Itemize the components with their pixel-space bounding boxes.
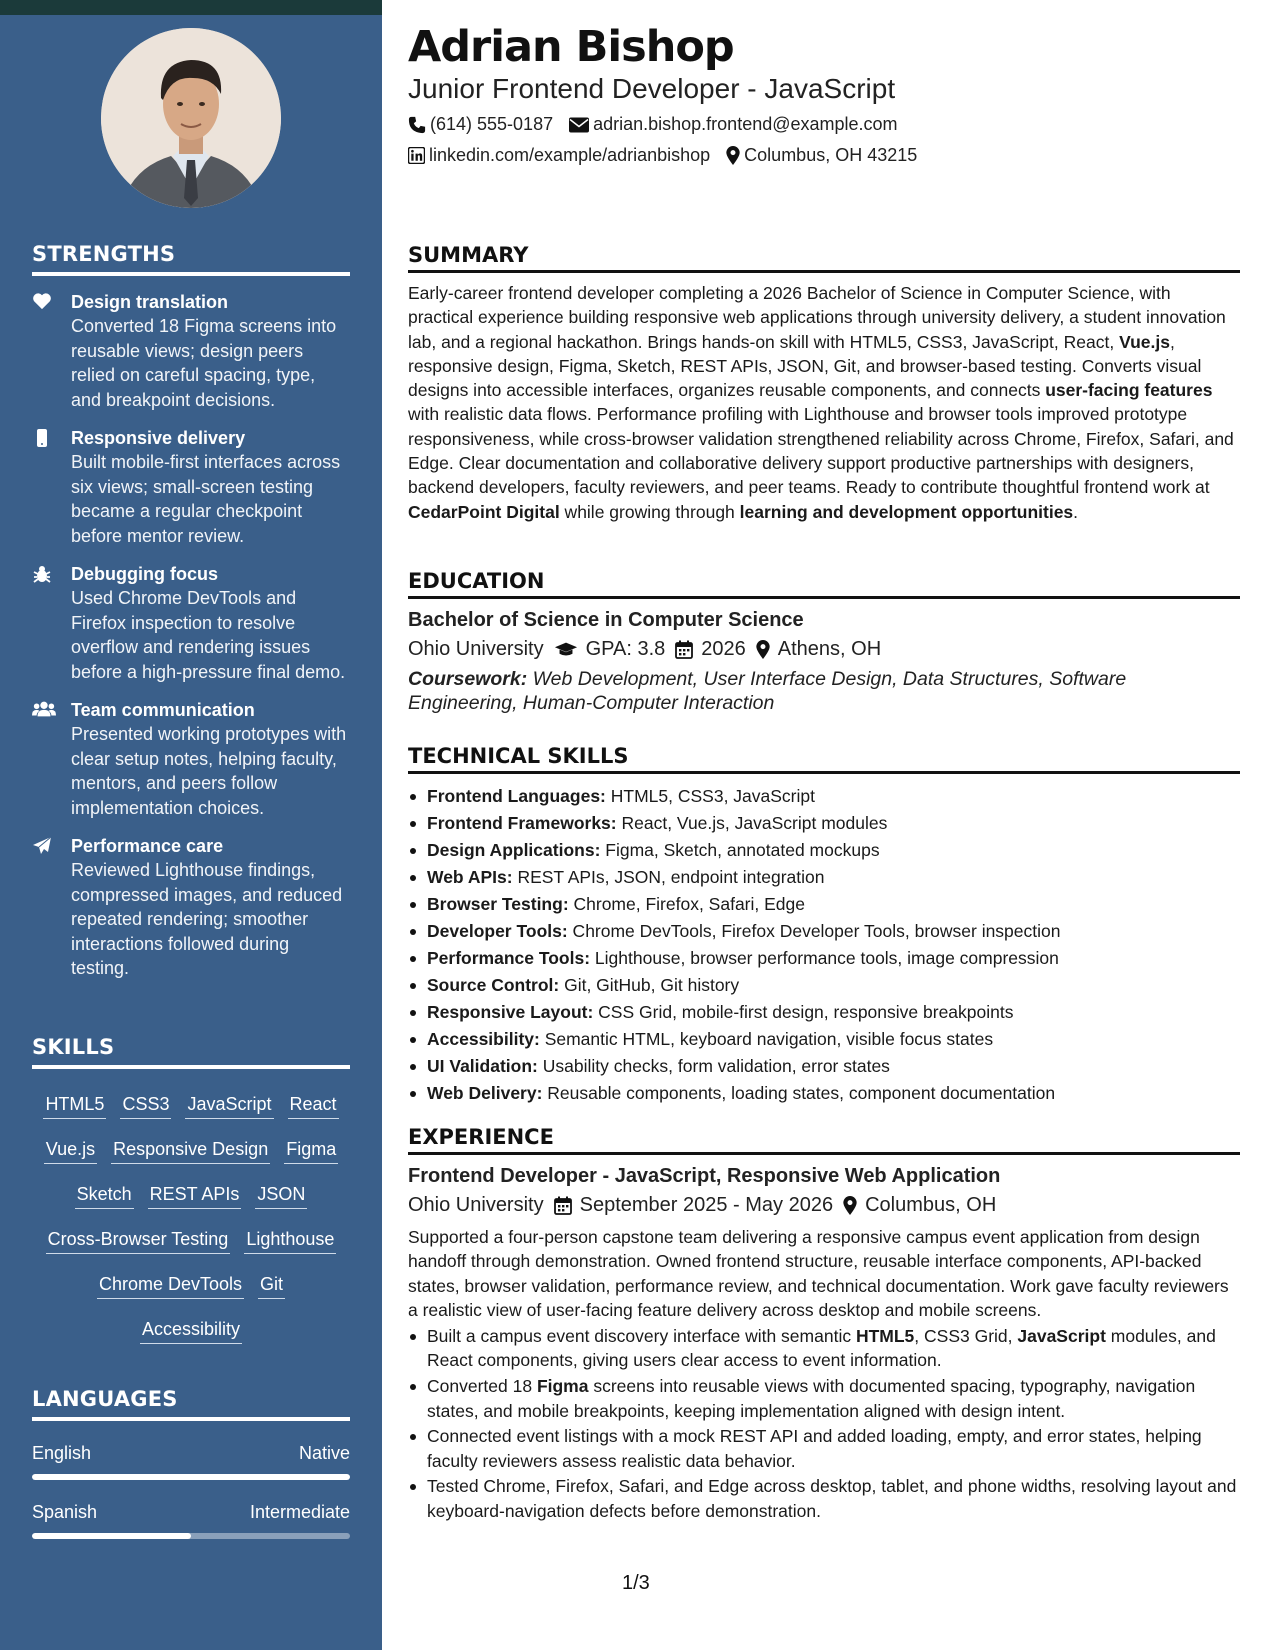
linkedin-contact[interactable] [408,145,710,166]
language-item [32,1502,350,1539]
skill-values: REST APIs, JSON, endpoint integration [512,867,825,887]
skill-values: Lighthouse, browser performance tools, image compression [590,948,1059,968]
envelope-icon [569,117,589,133]
contact-row [408,114,914,135]
skill-tag: Responsive Design [111,1138,270,1164]
skill-values: HTML5, CSS3, JavaScript [605,786,815,806]
language-bar [32,1474,350,1480]
skills-row [32,1083,350,1128]
heart-icon [32,292,54,312]
summary-section [408,243,1240,524]
sidebar [0,15,382,1650]
graduation-cap-icon [554,641,578,659]
skill-tag: Vue.js [44,1138,97,1164]
skills-row [32,1218,350,1263]
language-level: Intermediate [249,1502,350,1522]
skill-tag: Lighthouse [244,1228,336,1254]
strength-title: Design translation [71,292,229,312]
skills-row [32,1263,350,1308]
experience-bullet: Converted 18 Figma screens into reusable views with documented spacing, typography, navigation states, and mobile breakpoints, keeping implementation aligned with design intent. [408,1374,1240,1423]
skill-category: Performance Tools: [427,948,591,968]
technical-skill-item [408,945,1240,972]
experience-bullet: Built a campus event discovery interface with semantic HTML5, CSS3 Grid, JavaScript modules, and React components, giving users clear access to event information. [408,1324,1240,1373]
candidate-name: Adrian Bishop [408,22,734,72]
coursework [408,667,1240,715]
strength-body: Used Chrome DevTools and Firefox inspection to resolve overflow and rendering issues before a high-pressure final demo. [71,588,346,682]
skill-values: Reusable components, loading states, component documentation [542,1083,1056,1103]
map-pin-icon [756,640,770,659]
skill-values: Git, GitHub, Git history [559,975,740,995]
technical-skill-item [408,891,1240,918]
coursework-label: Coursework: [408,668,528,690]
phone-text: (614) 555-0187 [430,114,554,134]
education-section [408,569,1240,715]
technical-skill-item [408,1080,1240,1107]
email-contact[interactable] [569,114,897,135]
skill-category: Frontend Languages: [427,786,606,806]
location-contact [726,145,917,166]
strength-title: Team communication [71,700,255,720]
gpa-text: GPA: 3.8 [585,638,666,660]
skills-row [32,1308,350,1353]
skill-tag: JSON [255,1183,307,1209]
experience-location: Columbus, OH [865,1194,997,1216]
users-icon [32,700,54,720]
skill-tag: REST APIs [148,1183,242,1209]
skills-row [32,1128,350,1173]
linkedin-text[interactable]: linkedin.com/example/adrianbishop [429,145,711,165]
skill-values: Chrome DevTools, Firefox Developer Tools, browser inspection [567,921,1061,941]
experience-section [408,1125,1240,1525]
summary-text: Early-career frontend developer completing a 2026 Bachelor of Science in Computer Science, with practical experience building responsive web applications through university delivery, a student innovation lab, and a regional hackathon. Brings hands-on skill with HTML5, CSS3, JavaScript, React, Vue.js, responsive design, Figma, Sketch, REST APIs, JSON, Git, and browser-based testing. Converts visual designs into accessible interfaces, organizes reusable components, and connects user-facing features with realistic data flows. Performance profiling with Lighthouse and browser tools improved prototype responsiveness, while cross-browser validation strengthened reliability across Chrome, Firefox, Safari, and Edge. Clear documentation and collaborative delivery support productive partnerships with designers, backend developers, faculty reviewers, and peer teams. Ready to contribute thoughtful frontend work at CedarPoint Digital while growing through learning and development opportunities. [408,283,1234,522]
skill-tag: React [288,1093,339,1119]
skill-category: Responsive Layout: [427,1002,594,1022]
calendar-icon [675,640,693,659]
skill-category: Accessibility: [427,1029,540,1049]
technical-skill-item [408,783,1240,810]
paper-plane-icon [32,836,54,856]
language-item [32,1443,350,1480]
skill-values: React, Vue.js, JavaScript modules [616,813,888,833]
graduation-year: 2026 [701,638,746,660]
top-accent-bar [0,0,382,15]
strength-title: Performance care [71,836,224,856]
language-bar-fill [32,1533,191,1539]
map-pin-icon [726,146,740,165]
experience-org: Ohio University [408,1194,544,1216]
language-name: English [32,1443,92,1463]
skill-tag: Accessibility [140,1318,242,1344]
strength-title: Debugging focus [71,564,218,584]
language-level: Native [298,1443,350,1463]
strength-body: Reviewed Lighthouse findings, compressed images, and reduced repeated rendering; smoother interactions followed during testing. [71,860,343,978]
degree-title: Bachelor of Science in Computer Science [408,609,804,631]
location-text: Columbus, OH 43215 [744,145,918,165]
strength-body: Built mobile-first interfaces across six views; small-screen testing became a regular checkpoint before mentor review. [71,452,341,546]
strength-item [32,290,350,412]
strength-item [32,426,350,548]
profile-photo [101,28,281,208]
skill-tag: Chrome DevTools [97,1273,244,1299]
calendar-icon [554,1196,572,1215]
phone-contact [408,114,553,135]
summary-heading: SUMMARY [408,243,1240,273]
skill-category: Web Delivery: [427,1083,543,1103]
experience-meta [408,1194,1240,1217]
language-bar-fill [32,1474,350,1480]
languages-section [32,1387,350,1539]
strength-body: Presented working prototypes with clear setup notes, helping faculty, mentors, and peers follow implementation choices. [71,724,347,818]
skills-heading: SKILLS [32,1035,350,1069]
language-name: Spanish [32,1502,98,1522]
experience-bullet: Connected event listings with a mock REST API and added loading, empty, and error states, helping faculty reviewers assess realistic data behavior. [408,1424,1240,1473]
skill-values: CSS Grid, mobile-first design, responsive breakpoints [593,1002,1014,1022]
skills-row [32,1173,350,1218]
skill-category: Source Control: [427,975,560,995]
linkedin-icon [408,147,425,164]
school-location: Athens, OH [777,638,882,660]
technical-skill-item [408,810,1240,837]
skill-tag: CSS3 [120,1093,171,1119]
bug-icon [32,564,54,584]
technical-skill-item [408,972,1240,999]
strength-item [32,698,350,820]
skill-tag: Figma [284,1138,338,1164]
technical-skills-section [408,744,1240,1107]
strengths-section [32,242,350,981]
main-content [408,0,1240,1650]
skill-category: Design Applications: [427,840,601,860]
skills-section [32,1035,350,1353]
strength-item [32,562,350,684]
languages-heading: LANGUAGES [32,1387,350,1421]
technical-skill-item [408,864,1240,891]
technical-skill-item [408,999,1240,1026]
strengths-heading: STRENGTHS [32,242,350,276]
technical-skill-item [408,1026,1240,1053]
email-text[interactable]: adrian.bishop.frontend@example.com [593,114,898,134]
experience-bullet: Tested Chrome, Firefox, Safari, and Edge across desktop, tablet, and phone widths, resolving layout and keyboard-navigation defects before demonstration. [408,1474,1240,1523]
skills-tags [32,1083,350,1353]
strength-item [32,834,350,981]
skill-tag: Cross-Browser Testing [46,1228,231,1254]
skill-category: Developer Tools: [427,921,568,941]
school-name: Ohio University [408,638,544,660]
contact-row [408,145,933,166]
skill-category: Frontend Frameworks: [427,813,617,833]
experience-description: Supported a four-person capstone team delivering a responsive campus event application from design handoff through demonstration. Owned frontend structure, reusable interface components, API-backed states, browser validation, performance review, and technical documentation. Work gave faculty reviewers a realistic view of user-facing feature delivery across desktop and mobile screens. [408,1227,1229,1320]
skill-tag: HTML5 [43,1093,106,1119]
page-number: 1/3 [622,1572,650,1594]
strength-body: Converted 18 Figma screens into reusable views; design peers relied on careful spacing, type, and breakpoint decisions. [71,316,337,410]
technical-skill-item [408,918,1240,945]
skill-category: UI Validation: [427,1056,538,1076]
skill-category: Browser Testing: [427,894,569,914]
skill-values: Chrome, Firefox, Safari, Edge [568,894,805,914]
coursework-list: Web Development, User Interface Design, Data Structures, Software Engineering, Human-Computer Interaction [408,668,1127,714]
skill-tag: JavaScript [185,1093,273,1119]
skill-tag: Sketch [75,1183,134,1209]
profile-photo-illustration [101,28,281,208]
technical-skills-heading: TECHNICAL SKILLS [408,744,1240,774]
education-heading: EDUCATION [408,569,1240,599]
experience-dates: September 2025 - May 2026 [579,1194,834,1216]
strength-title: Responsive delivery [71,428,246,448]
phone-icon [408,116,426,134]
technical-skill-item [408,1053,1240,1080]
mobile-icon [32,428,54,448]
skill-category: Web APIs: [427,867,513,887]
map-pin-icon [843,1196,857,1215]
technical-skills-list [408,783,1240,1107]
skill-tag: Git [258,1273,285,1299]
technical-skill-item [408,837,1240,864]
language-bar [32,1533,350,1539]
skill-values: Figma, Sketch, annotated mockups [600,840,880,860]
experience-bullets [408,1324,1240,1523]
education-meta [408,638,1240,661]
experience-heading: EXPERIENCE [408,1125,1240,1155]
skill-values: Semantic HTML, keyboard navigation, visible focus states [539,1029,994,1049]
skill-values: Usability checks, form validation, error states [537,1056,890,1076]
experience-role: Frontend Developer - JavaScript, Responsive Web Application [408,1165,1001,1187]
job-title: Junior Frontend Developer - JavaScript [408,73,896,104]
